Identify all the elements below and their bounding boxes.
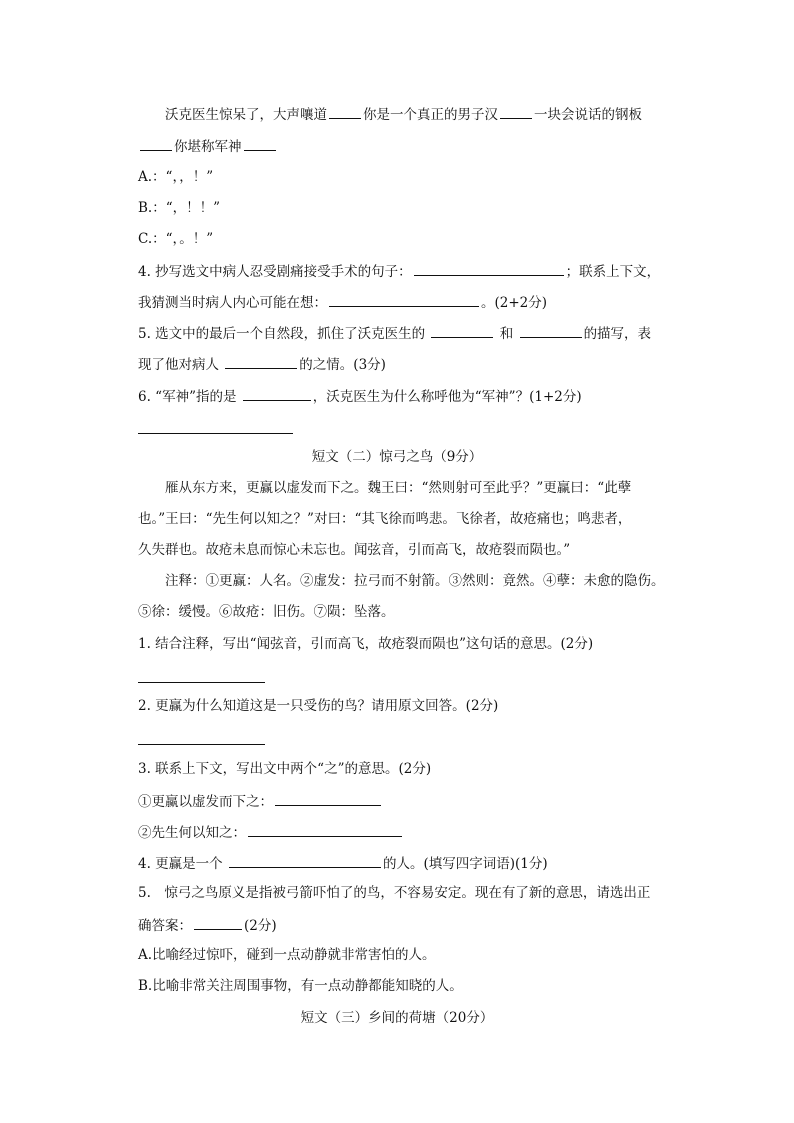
notes-line1: 注释：①更赢：人名。②虚发：拉弓而不射箭。③然则：竟然。④孽：未愈的隐伤。 — [165, 573, 665, 589]
passage-3-title: 短文（三）乡间的荷塘（20分） — [300, 1010, 494, 1026]
sentence-part: 沃克医生惊呆了，大声嚷道 — [165, 107, 327, 123]
question-text: 4. 抄写选文中病人忍受剧痛接受手术的句子： — [138, 264, 412, 280]
p2-option-a[interactable]: A.比喻经过惊吓，碰到一点动静就非常害怕的人。 — [138, 947, 436, 963]
question-text: 4. 更赢是一个 — [138, 856, 223, 872]
p2-question-5-line2 — [138, 915, 277, 935]
p2-question-1: 1. 结合注释，写出“闻弦音，引而高飞，故疮裂而陨也”这句话的意思。(2分) — [138, 636, 594, 652]
question-text: (2分) — [244, 918, 277, 934]
answer-line[interactable] — [138, 744, 265, 745]
question-text: 我猜测当时病人内心可能在想： — [138, 295, 327, 311]
question-text: 。(2+2分) — [481, 295, 548, 311]
question-4-line1 — [138, 261, 660, 281]
p2-option-b[interactable]: B.比喻非常关注周围事物，有一点动静都能知晓的人。 — [138, 978, 463, 994]
p2-question-3-item1 — [138, 791, 383, 811]
question-text: 6. “军神”指的是 — [138, 389, 237, 405]
sentence-part: 你堪称军神 — [174, 139, 242, 155]
answer-blank[interactable] — [248, 822, 402, 837]
question-text: 的之情。(3分) — [299, 357, 386, 373]
punctuation-question-line1 — [165, 104, 642, 124]
answer-blank[interactable] — [275, 791, 381, 806]
option-c[interactable]: C.：“，。！” — [138, 231, 214, 247]
question-text: 和 — [499, 326, 514, 342]
answer-blank[interactable] — [225, 354, 297, 369]
question-text: ，沃克医生为什么称呼他为“军神”？(1+2分) — [312, 389, 582, 405]
passage-2-title: 短文（二）惊弓之鸟（9分） — [311, 449, 483, 465]
option-b[interactable]: B.：“，！！” — [138, 200, 221, 216]
question-4-line2 — [138, 292, 547, 312]
answer-blank[interactable] — [431, 323, 493, 338]
p2-question-3: 3. 联系上下文，写出文中两个“之”的意思。(2分) — [138, 761, 432, 777]
question-5-line1 — [138, 323, 651, 343]
passage-2-text-line1: 雁从东方来，更赢以虚发而下之。魏王曰：“然则射可至此乎？”更赢曰：“此孽 — [165, 480, 632, 496]
sentence-part: 一块会说话的钢板 — [534, 107, 642, 123]
p2-question-3-item2 — [138, 822, 404, 842]
p2-question-4 — [138, 853, 548, 873]
question-text: ①更赢以虚发而下之： — [138, 794, 273, 810]
sentence-part: 你是一个真正的男子汉 — [363, 107, 498, 123]
answer-blank[interactable] — [140, 136, 172, 151]
answer-blank[interactable] — [414, 261, 564, 276]
question-text: 确答案： — [138, 918, 192, 934]
answer-blank[interactable] — [194, 915, 242, 930]
answer-blank[interactable] — [244, 136, 276, 151]
question-text: 5. 选文中的最后一个自然段，抓住了沃克医生的 — [138, 326, 426, 342]
notes-line2: ⑤徐：缓慢。⑥故疮：旧伤。⑦陨：坠落。 — [138, 604, 395, 620]
answer-line[interactable] — [138, 433, 293, 434]
question-text: ②先生何以知之： — [138, 825, 246, 841]
passage-2-text-line3: 久失群也。故疮未息而惊心未忘也。闻弦音，引而高飞，故疮裂而陨也。” — [138, 542, 571, 558]
p2-question-2: 2. 更赢为什么知道这是一只受伤的鸟？请用原文回答。(2分) — [138, 698, 499, 714]
passage-2-text-line2: 也。”王曰：“先生何以知之？”对曰：“其飞徐而鸣悲。飞徐者，故疮痛也；鸣悲者， — [138, 511, 632, 527]
answer-blank[interactable] — [329, 104, 361, 119]
question-text: 的描写，表 — [583, 326, 652, 342]
answer-blank[interactable] — [243, 386, 311, 401]
answer-blank[interactable] — [520, 323, 582, 338]
question-text: ；联系上下文， — [565, 264, 661, 280]
answer-blank[interactable] — [500, 104, 532, 119]
answer-line[interactable] — [138, 682, 265, 683]
question-6 — [138, 386, 582, 406]
p2-question-5-line1: 5. 惊弓之鸟原义是指被弓箭吓怕了的鸟，不容易安定。现在有了新的意思，请选出正 — [138, 885, 651, 901]
answer-blank[interactable] — [329, 292, 479, 307]
question-text: 现了他对病人 — [138, 357, 219, 373]
question-5-line2 — [138, 354, 386, 374]
question-text: 的人。(填写四字词语)(1分) — [382, 856, 548, 872]
punctuation-question-line2 — [138, 136, 278, 156]
answer-blank[interactable] — [229, 853, 381, 868]
option-a[interactable]: A.：“，，！” — [138, 169, 214, 185]
